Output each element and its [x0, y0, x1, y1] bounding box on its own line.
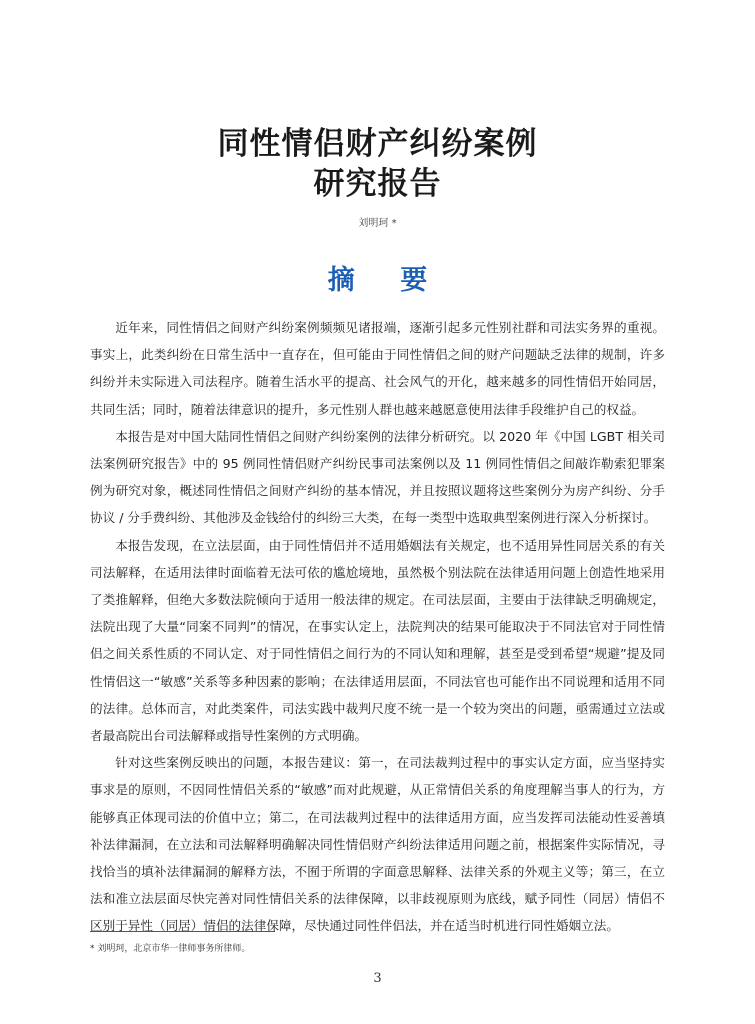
footnote: * 刘明珂，北京市华一律师事务所律师。	[90, 944, 251, 954]
page-number: 3	[373, 971, 382, 986]
abstract-paragraph-2: 本报告是对中国大陆同性情侣之间财产纠纷案例的法律分析研究。以 2020 年《中国 LGBT 相关司法案例研究报告》中的 95 例同性情侣财产纠纷民事司法案例以及 11 例同性情侣之间敲诈勒索犯罪案例为研究对象，概述同性情侣之间财产纠纷的基本情况，并且按照议题将这些案例分为房产纠纷、分手协议 / 分手费纠纷、其他涉及金钱给付的纠纷三大类，在每一类型中选取典型案例进行深入分析探讨。	[90, 428, 665, 526]
footnote-divider	[90, 931, 275, 932]
abstract-paragraph-1: 近年来，同性情侣之间财产纠纷案例频频见诸报端，逐渐引起多元性别社群和司法实务界的重视。事实上，此类纠纷在日常生活中一直存在，但可能由于同性情侣之间的财产问题缺乏法律的规制，许多纠纷并未实际进入司法程序。随着生活水平的提高、社会风气的开化，越来越多的同性情侣开始同居，共同生活；同时，随着法律意识的提升，多元性别人群也越来越愿意使用法律手段维护自己的权益。	[90, 320, 665, 417]
report-title-line2: 研究报告	[313, 166, 442, 202]
abstract-paragraph-4: 针对这些案例反映出的问题，本报告建议：第一，在司法裁判过程中的事实认定方面，应当坚持实事求是的原则，不因同性情侣关系的“敏感”而对此规避，从正常情侣关系的角度理解当事人的行为，方能够真正体现司法的价值中立；第二，在司法裁判过程中的法律适用方面，应当发挥司法能动性妥善填补法律漏洞，在立法和司法解释明确解决同性情侣财产纠纷法律适用问题之前，根据案件实际情况，寻找恰当的填补法律漏洞的解释方法，不囿于所谓的字面意思解释、法律关系的外观主义等；第三，在立法和准立法层面尽快完善对同性情侣关系的法律保障，以非歧视原则为底线，赋予同性（同居）情侣不区别于异性（同居）情侣的法律保障，尽快通过同性伴侣法，并在适当时机进行同性婚姻立法。	[90, 755, 665, 934]
abstract-heading: 摘 要	[327, 265, 446, 296]
abstract-paragraph-3: 本报告发现，在立法层面，由于同性情侣并不适用婚姻法有关规定，也不适用异性同居关系的有关司法解释，在适用法律时面临着无法可依的尴尬境地，虽然极个别法院在法律适用问题上创造性地采用了类推解释，但绝大多数法院倾向于适用一般法律的规定。在司法层面，主要由于法律缺乏明确规定，法院出现了大量“同案不同判”的情况，在事实认定上，法院判决的结果可能取决于不同法官对于同性情侣之间关系性质的不同认定、对于同性情侣之间行为的不同认知和理解，甚至是受到希望“规避”提及同性情侣这一“敏感”关系等多种因素的影响；在法律适用层面，不同法官也可能作出不同说理和适用不同的法律。总体而言，对此类案件，司法实践中裁判尺度不统一是一个较为突出的问题，亟需通过立法或者最高院出台司法解释或指导性案例的方式明确。	[90, 537, 665, 744]
abstract-body	[90, 314, 665, 940]
report-title-line1: 同性情侣财产纠纷案例	[217, 126, 538, 162]
author-name: 刘明珂 *	[358, 218, 397, 229]
